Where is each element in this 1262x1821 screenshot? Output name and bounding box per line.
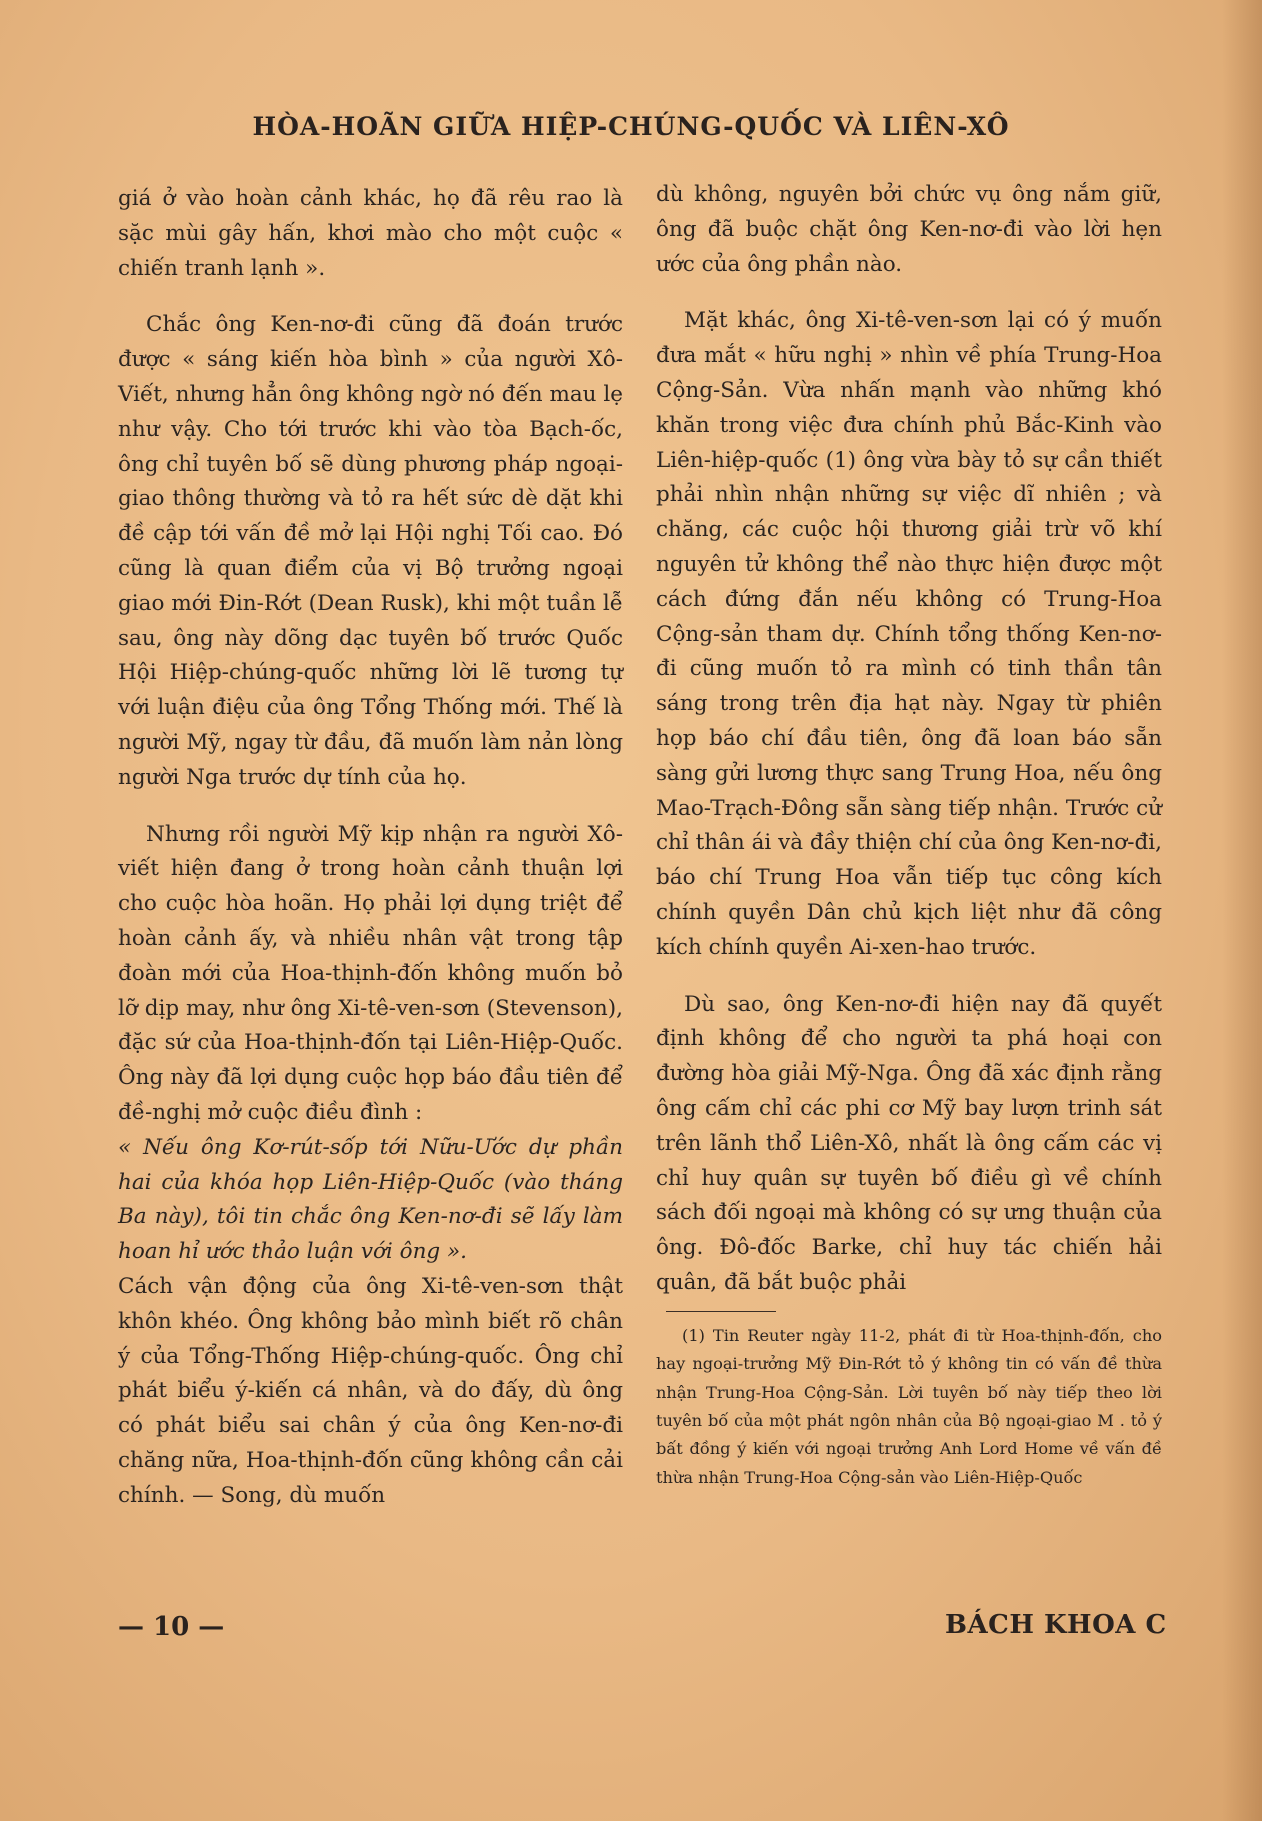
paragraph: Mặt khác, ông Xi-tê-ven-sơn lại có ý muốn đưa mắt « hữu nghị » nhìn về phía Trung-Hoa Cộng-Sản. Vừa nhấn mạnh vào những khó khăn trong việc đưa chính phủ Bắc-Kinh vào Liên-hiệp-quốc (1) ông vừa bày tỏ sự cần thiết phải nhìn nhận những sự việc dĩ nhiên ; và chăng, các cuộc hội thương giải trừ võ khí nguyên tử không thể nào thực hiện được một cách đứng đắn nếu không có Trung-Hoa Cộng-sản tham dự. Chính tổng thống Ken-nơ-đi cũng muốn tỏ ra mình có tinh thần tân sáng trong trên địa hạt này. Ngay từ phiên họp báo chí đầu tiên, ông đã loan báo sẵn sàng gửi lương thực sang Trung Hoa, nếu ông Mao-Trạch-Đông sẵn sàng tiếp nhận. Trước cử chỉ thân ái và đầy thiện chí của ông Ken-nơ-đi, báo chí Trung Hoa vẫn tiếp tục công kích chính quyền Dân chủ kịch liệt như đã công kích chính quyền Ai-xen-hao trước. bbox=[656, 308, 1162, 960]
paragraph: Nhưng rồi người Mỹ kịp nhận ra người Xô-viết hiện đang ở trong hoàn cảnh thuận lợi cho cuộc hòa hoãn. Họ phải lợi dụng triệt để hoàn cảnh ấy, và nhiều nhân vật trong tập đoàn mới của Hoa-thịnh-đốn không muốn bỏ lỡ dịp may, như ông Xi-tê-ven-sơn (Stevenson), đặc sứ của Hoa-thịnh-đốn tại Liên-Hiệp-Quốc. Ông này đã lợi dụng cuộc họp báo đầu tiên để đề-nghị mở cuộc điều đình : bbox=[118, 821, 623, 1125]
footnote-divider bbox=[666, 1311, 776, 1312]
page-edge-shadow bbox=[1222, 0, 1262, 1821]
paragraph: Dù sao, ông Ken-nơ-đi hiện nay đã quyết định không để cho người ta phá hoại con đường hòa giải Mỹ-Nga. Ông đã xác định rằng ông cấm chỉ các phi cơ Mỹ bay lượn trinh sát trên lãnh thổ Liên-Xô, nhất là ông cấm các vị chỉ huy quân sự tuyên bố điều gì về chính sách đối ngoại mà không có sự ưng thuận của ông. Đô-đốc Barke, chỉ huy tác chiến hải quân, đã bắt buộc phải bbox=[656, 991, 1162, 1295]
paragraph: giá ở vào hoàn cảnh khác, họ đã rêu rao là sặc mùi gây hấn, khơi mào cho một cuộc « chiến tranh lạnh ». bbox=[118, 186, 623, 281]
right-column bbox=[656, 178, 1162, 1492]
paragraph: dù không, nguyên bởi chức vụ ông nắm giữ, ông đã buộc chặt ông Ken-nơ-đi vào lời hẹn ước của ông phần nào. bbox=[656, 182, 1162, 277]
quotation: « Nếu ông Kơ-rút-sốp tới Nữu-Ước dự phần hai của khóa họp Liên-Hiệp-Quốc (vào tháng Ba này), tôi tin chắc ông Ken-nơ-đi sẽ lấy làm hoan hỉ ước thảo luận với ông ». bbox=[118, 1134, 623, 1265]
paragraph: Cách vận động của ông Xi-tê-ven-sơn thật khôn khéo. Ông không bảo mình biết rõ chân ý của Tổng-Thống Hiệp-chúng-quốc. Ông chỉ phát biểu ý-kiến cá nhân, và do đấy, dù ông có phát biểu sai chân ý của ông Ken-nơ-đi chăng nữa, Hoa-thịnh-đốn cũng không cần cải chính. — Song, dù muốn bbox=[118, 1273, 623, 1508]
left-column bbox=[118, 182, 623, 1535]
magazine-name: BÁCH KHOA C bbox=[945, 1610, 1167, 1640]
page-number: — 10 — bbox=[118, 1612, 225, 1642]
running-head-title: HÒA-HOÃN GIỮA HIỆP-CHÚNG-QUỐC VÀ LIÊN-XÔ bbox=[252, 112, 1010, 141]
footnote: (1) Tin Reuter ngày 11-2, phát đi từ Hoa-thịnh-đốn, cho hay ngoại-trưởng Mỹ Đin-Rớt tỏ ý không tin có vấn đề thừa nhận Trung-Hoa Cộng-Sản. Lời tuyên bố này tiếp theo lời tuyên bố của một phát ngôn nhân của Bộ ngoại-giao M . tỏ ý bất đồng ý kiến với ngoại trưởng Anh Lord Home về vấn đề thừa nhận Trung-Hoa Cộng-sản vào Liên-Hiệp-Quốc bbox=[656, 1325, 1162, 1487]
paragraph: Chắc ông Ken-nơ-đi cũng đã đoán trước được « sáng kiến hòa bình » của người Xô-Viết, nhưng hẳn ông không ngờ nó đến mau lẹ như vậy. Cho tới trước khi vào tòa Bạch-ốc, ông chỉ tuyên bố sẽ dùng phương pháp ngoại-giao thông thường và tỏ ra hết sức dè dặt khi đề cập tới vấn đề mở lại Hội nghị Tối cao. Đó cũng là quan điểm của vị Bộ trưởng ngoại giao mới Đin-Rớt (Dean Rusk), khi một tuần lễ sau, ông này dõng dạc tuyên bố trước Quốc Hội Hiệp-chúng-quốc những lời lẽ tương tự với luận điệu của ông Tổng Thống mới. Thế là người Mỹ, ngay từ đầu, đã muốn làm nản lòng người Nga trước dự tính của họ. bbox=[118, 312, 623, 790]
